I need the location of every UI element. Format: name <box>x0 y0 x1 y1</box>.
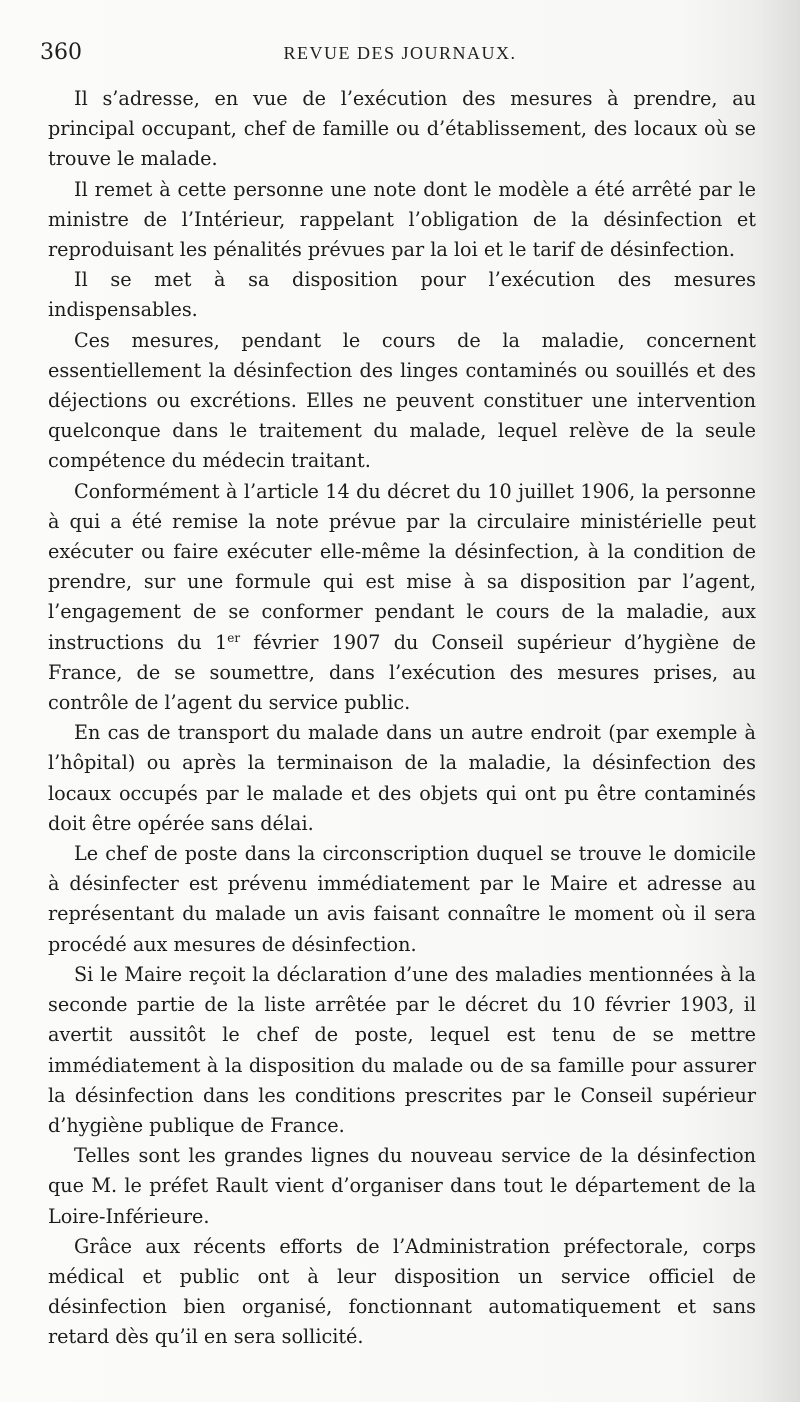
paragraph: En cas de transport du malade dans un autre endroit (par exemple à l’hôpital) ou après la terminaison de la maladie, la désinfection des locaux occupés par le malade et des objets qui ont pu être contaminés doit être opérée sans délai. <box>48 721 756 835</box>
paragraph: Si le Maire reçoit la déclaration d’une des maladies mentionnées à la seconde partie de la liste arrêtée par le décret du 10 février 1903, il avertit aussitôt le chef de poste, lequel est tenu de se mettre immédiatement à la disposition du malade ou de sa famille pour assurer la désinfection dans les conditions prescrites par le Conseil supérieur d’hygiène publique de France. <box>48 962 756 1137</box>
paragraph-part: Conformément à l’article 14 du décret du 10 juillet 1906, la personne à qui a été remise la note prévue par la circulaire ministérielle peut exécuter ou faire exécuter elle-même la désinfection, à la condition de prendre, sur une formule qui est mise à sa disposition par l’agent, l’engagement de se conformer pendant le cours de la maladie, aux instructions du <box>48 479 756 654</box>
paragraph: Ces mesures, pendant le cours de la maladie, concernent essentiellement la désinfection des linges contaminés ou souillés et des déjections ou excrétions. Elles ne peuvent constituer une intervention quelconque dans le traitement du malade, lequel relève de la seule compétence du médecin traitant. <box>48 328 756 473</box>
paragraph: Il remet à cette personne une note dont le modèle a été arrêté par le ministre de l’Intérieur, rappelant l’obligation de la désinfection et reproduisant les pénalités prévues par la loi et le tarif de désinfection. <box>48 177 756 262</box>
paragraph-part: février 1907 du Conseil supérieur d’hygiène de France, de se soumettre, dans l’exécution des mesures prises, au contrôle de l’agent du service public. <box>48 630 756 715</box>
paragraph: Telles sont les grandes lignes du nouveau service de la désinfection que M. le préfet Rault vient d’organiser dans tout le département de la Loire-Inférieure. <box>48 1144 756 1228</box>
body-text <box>48 84 756 1353</box>
ordinal-number: 1 <box>215 630 228 654</box>
running-title: REVUE DES JOURNAUX. <box>283 43 517 63</box>
paragraph: Grâce aux récents efforts de l’Administration préfectorale, corps médical et public ont à leur disposition un service officiel de désinfection bien organisé, fonctionnant automatiquement et sans retard dès qu’il en sera sollicité. <box>48 1234 756 1349</box>
paragraph <box>48 477 756 719</box>
paragraph: Il s’adresse, en vue de l’exécution des mesures à prendre, au principal occupant, chef de famille ou d’établissement, des locaux où se trouve le malade. <box>48 87 756 171</box>
page-header <box>40 40 760 74</box>
paragraph: Il se met à sa disposition pour l’exécution des mesures indispensables. <box>48 268 756 322</box>
page-number: 360 <box>40 40 82 65</box>
ordinal-suffix: er <box>227 630 241 645</box>
paragraph: Le chef de poste dans la circonscription duquel se trouve le domicile à désinfecter est prévenu immédiatement par le Maire et adresse au représentant du malade un avis faisant connaître le moment où il sera procédé aux mesures de désinfection. <box>48 842 756 956</box>
